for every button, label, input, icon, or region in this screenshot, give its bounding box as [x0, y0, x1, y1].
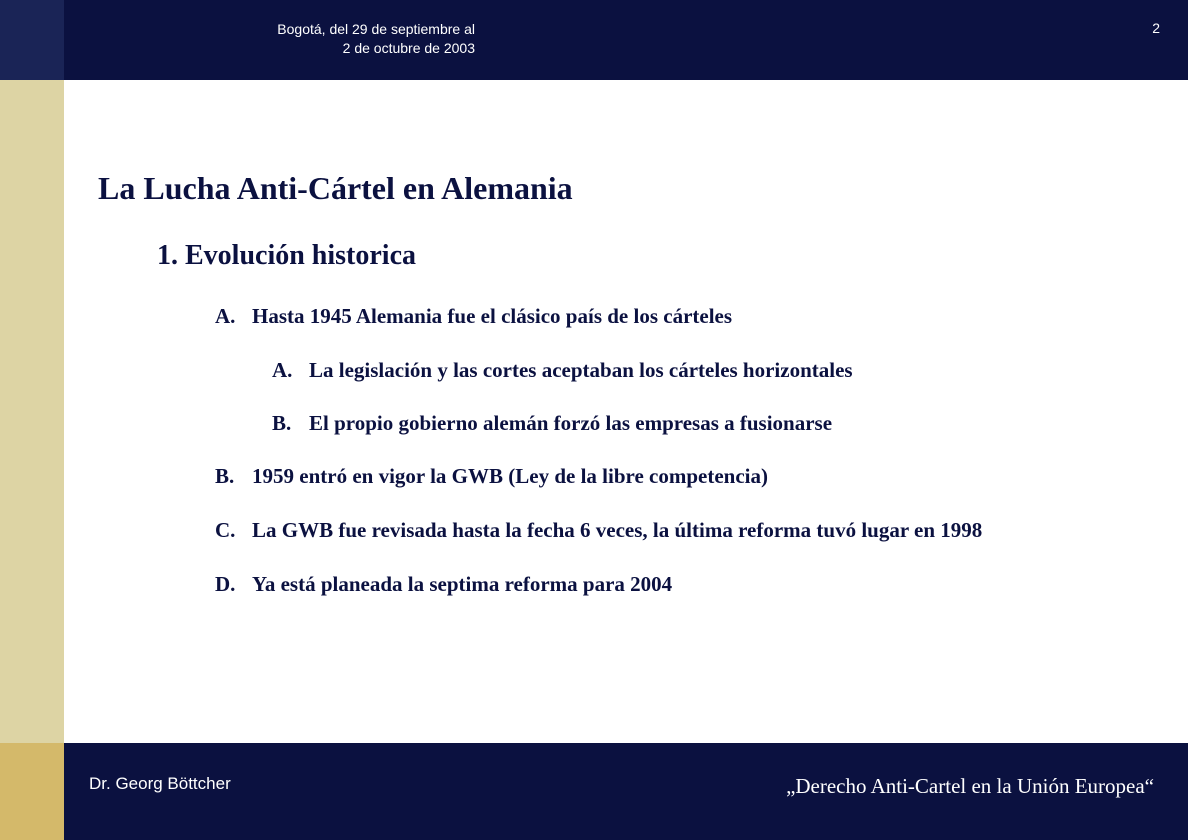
- list-item-text: La legislación y las cortes aceptaban los cárteles horizontales: [309, 358, 853, 382]
- list-marker: B.: [272, 411, 292, 435]
- list-marker: A.: [215, 304, 236, 328]
- page-number: 2: [1152, 20, 1160, 36]
- list-item-text: La GWB fue revisada hasta la fecha 6 veces, la última reforma tuvó lugar en 1998: [252, 518, 983, 542]
- list-marker: A.: [272, 358, 293, 382]
- list-marker: D.: [215, 572, 236, 596]
- list-item-text: El propio gobierno alemán forzó las empresas a fusionarse: [309, 411, 833, 435]
- event-date: [255, 20, 475, 58]
- presentation-title: „Derecho Anti-Cartel en la Unión Europea“: [786, 774, 1154, 798]
- author-name: Dr. Georg Böttcher: [89, 774, 231, 793]
- list-item-text: Ya está planeada la septima reforma para 2004: [252, 572, 673, 596]
- header-bar: [64, 0, 1188, 80]
- footer-accent-block: [0, 743, 64, 840]
- list-item: [215, 518, 982, 543]
- list-item: [215, 572, 672, 597]
- left-stripe: [0, 80, 64, 743]
- list-marker: C.: [215, 518, 236, 542]
- date-line-2: 2 de octubre de 2003: [342, 40, 475, 56]
- list-item: [272, 358, 853, 383]
- section-heading: 1. Evolución historica: [157, 240, 417, 271]
- list-marker: B.: [215, 464, 235, 488]
- list-item-text: 1959 entró en vigor la GWB (Ley de la libre competencia): [252, 464, 768, 488]
- list-item: [272, 411, 832, 436]
- list-item-text: Hasta 1945 Alemania fue el clásico país de los cárteles: [252, 304, 733, 328]
- list-item: [215, 304, 732, 329]
- list-item: [215, 464, 768, 489]
- header-accent-block: [0, 0, 64, 80]
- date-line-1: Bogotá, del 29 de septiembre al: [277, 21, 475, 37]
- slide-title: La Lucha Anti-Cártel en Alemania: [98, 170, 573, 206]
